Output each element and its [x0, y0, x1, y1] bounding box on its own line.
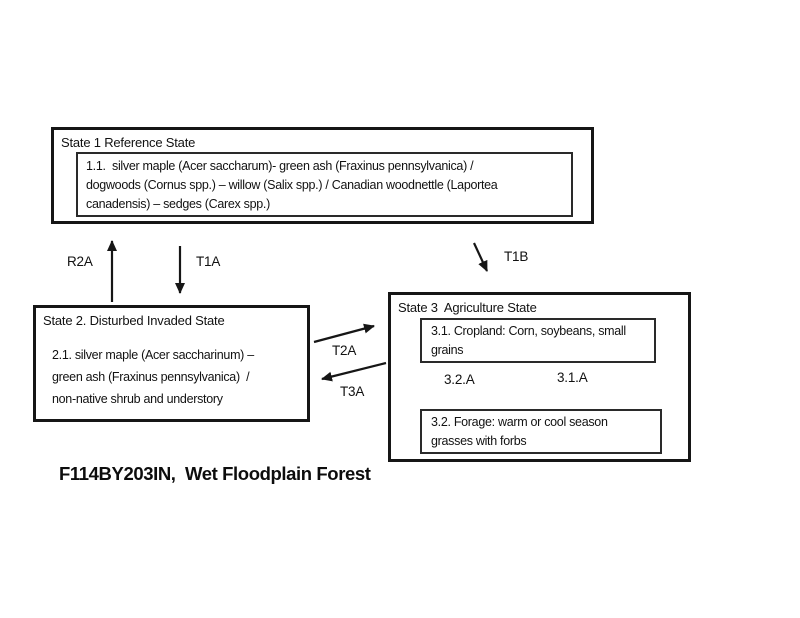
- label-t3a: T3A: [340, 384, 365, 399]
- state1-box: [51, 127, 594, 224]
- community-2-1-text: [52, 344, 254, 410]
- state3-box: [388, 292, 691, 462]
- ecological-site-title: F114BY203IN, Wet Floodplain Forest: [59, 463, 371, 484]
- label-t1b: T1B: [504, 249, 529, 264]
- community-3-1-line: grains: [431, 343, 464, 357]
- state2-box: [33, 305, 310, 422]
- community-3-2-line: 3.2. Forage: warm or cool season: [431, 415, 608, 429]
- community-3-1-box: [420, 318, 656, 363]
- community-1-1-box: [76, 152, 573, 217]
- label-3-1-a: 3.1.A: [557, 370, 588, 385]
- community-3-2-box: [420, 409, 662, 454]
- state3-title: State 3 Agriculture State: [398, 300, 537, 315]
- community-2-1-line: green ash (Fraxinus pennsylvanica) /: [52, 370, 250, 384]
- state2-title: State 2. Disturbed Invaded State: [43, 313, 225, 328]
- arrow-t3a-icon: [322, 363, 386, 379]
- label-r2a: R2A: [67, 254, 93, 269]
- community-1-1-line: canadensis) – sedges (Carex spp.): [86, 197, 270, 211]
- community-3-1-line: 3.1. Cropland: Corn, soybeans, small: [431, 324, 626, 338]
- community-2-1-line: 2.1. silver maple (Acer saccharinum) –: [52, 348, 254, 362]
- arrow-t1b-icon: [474, 243, 487, 271]
- label-t2a: T2A: [332, 343, 357, 358]
- community-1-1-line: dogwoods (Cornus spp.) – willow (Salix spp.) / Canadian woodnettle (Laportea: [86, 178, 498, 192]
- label-t1a: T1A: [196, 254, 221, 269]
- arrow-t2a-icon: [314, 326, 374, 342]
- community-1-1-line: 1.1. silver maple (Acer saccharum)- green ash (Fraxinus pennsylvanica) /: [86, 159, 474, 173]
- community-2-1-line: non-native shrub and understory: [52, 392, 223, 406]
- community-3-2-line: grasses with forbs: [431, 434, 527, 448]
- state1-title: State 1 Reference State: [61, 135, 196, 150]
- label-3-2-a: 3.2.A: [444, 372, 475, 387]
